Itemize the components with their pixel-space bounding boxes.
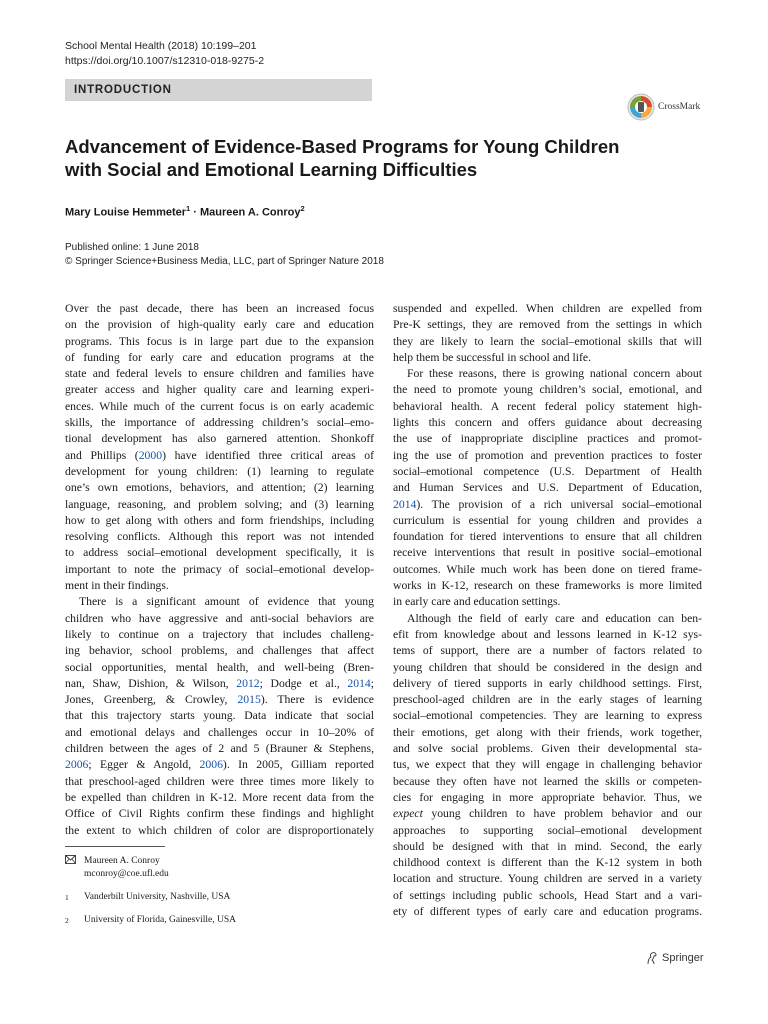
body-text-line: efit from knowledge about and lessons learned in K-12 sys- [393, 627, 702, 641]
affiliation-number: 1 [65, 893, 69, 902]
journal-header [65, 39, 264, 69]
body-text-line: social–emotional competence (U.S. Department of Health [393, 464, 702, 478]
body-text-line: Jones, Greenberg, & Crowley, 2015). There is evidence [65, 693, 374, 707]
publisher-logo [646, 951, 704, 965]
contact-email[interactable]: mconroy@coe.ufl.edu [84, 869, 169, 879]
body-text-line: social–emotional competencies. They are learning to express [393, 709, 702, 723]
body-text-line: 2014). The provision of a rich universal social–emotional [393, 497, 702, 511]
body-text-line: important to note the primacy of social–emotional develop- [65, 562, 374, 576]
body-column-left [65, 301, 374, 839]
author-name[interactable]: Mary Louise Hemmeter [65, 206, 187, 219]
citation-link[interactable]: 2015 [237, 693, 261, 707]
body-text-line: resolving conflicts. Although this report was not intended [65, 530, 374, 544]
body-text-line: because they often have not learned the skills or competen- [393, 774, 702, 788]
body-text-line: Over the past decade, there has been an increased focus [65, 302, 374, 315]
body-text-line: ment in their findings. [65, 579, 169, 593]
body-text-line: tems of support, there are a number of factors related to [393, 644, 702, 658]
body-text-line: and solve social problems. Given their developmental sta- [393, 742, 702, 756]
body-text-line: lights this concern and offers guidance about decreasing [393, 416, 702, 430]
published-date: Published online: 1 June 2018 [65, 242, 199, 253]
article-type-banner [65, 79, 372, 101]
author-separator: · [190, 206, 200, 219]
springer-horse-icon [646, 951, 658, 965]
crossmark-badge[interactable] [627, 92, 705, 122]
copyright-notice: © Springer Science+Business Media, LLC, part of Springer Nature 2018 [65, 256, 384, 267]
body-text-line: and emotional delays and challenges occur in 10–20% of [65, 725, 374, 739]
body-text-line: and Phillips (2000) have identified three critical areas of [65, 448, 374, 462]
citation-link[interactable]: 2014 [393, 497, 417, 511]
affiliation [65, 914, 365, 927]
affiliation [65, 891, 365, 904]
body-text-line: 2006; Egger & Angold, 2006). In 2005, Gilliam reported [65, 758, 374, 772]
body-text-line: on the provision of high-quality early care and education [65, 318, 374, 332]
citation-link[interactable]: 2014 [347, 676, 371, 690]
affiliation-marker: 1 [186, 204, 191, 213]
body-text-line: ing the use of promotion and prevention practices to foster [393, 448, 702, 462]
body-text-line: nan, Shaw, Dishion, & Wilson, 2012; Dodge et al., 2014; [65, 676, 374, 690]
body-text-line: preschool-aged children are in the early stages of learning [393, 693, 702, 707]
author-name[interactable]: Maureen A. Conroy [200, 206, 301, 219]
body-text-line: help them be successful in school and life. [393, 350, 591, 364]
corresponding-author [65, 855, 365, 881]
publisher-name: Springer [662, 952, 704, 964]
body-text-line: of funding for early care and education programs at the [65, 350, 374, 364]
body-text-line: the need to promote young children’s social, emotional, and [393, 383, 702, 397]
citation-link[interactable]: 2006 [199, 758, 223, 772]
body-text-line: curriculum is essential for young children and provides a [393, 513, 702, 527]
crossmark-label: CrossMark [658, 102, 701, 112]
body-text-line: expect young children to have problem behavior and our [393, 807, 702, 821]
body-text-line: For these reasons, there is growing national concern about [407, 367, 702, 381]
body-text-line: tus, we expect that they will engage in challenging behavior [393, 758, 702, 772]
body-text-line: outcomes. While much work has been done on tiered frame- [393, 562, 702, 576]
contact-name: Maureen A. Conroy [84, 856, 160, 866]
article-type-label: INTRODUCTION [74, 84, 172, 96]
body-text-line: works in K-12, research on these frameworks is more limited [393, 579, 702, 593]
body-text-line: tional development has also garnered attention. Shonkoff [65, 432, 374, 446]
body-text-line: of settings including public schools, Head Start and a vari- [393, 888, 702, 902]
affiliation-marker: 2 [300, 204, 305, 213]
body-text-line: likely to continue on a trajectory that includes challeng- [65, 627, 374, 641]
body-text-line: location and structure. Young children are served in a variety [393, 872, 702, 886]
doi-link[interactable]: https://doi.org/10.1007/s12310-018-9275-2 [65, 55, 265, 67]
affiliation-text: Vanderbilt University, Nashville, USA [84, 892, 231, 902]
body-text-line: ing behavior, school problems, and challenges that affect [65, 644, 374, 658]
citation-link[interactable]: 2000 [138, 448, 163, 462]
body-text-line: development for young children: (1) learning to regulate [65, 464, 374, 478]
envelope-icon [65, 855, 84, 881]
body-text-line: the use of inappropriate discipline practices and promot- [393, 432, 702, 446]
journal-citation: School Mental Health (2018) 10:199–201 [65, 40, 257, 52]
body-text-line: suspended and expelled. When children are expelled from [393, 302, 702, 315]
citation-link[interactable]: 2012 [236, 676, 260, 690]
body-text-line: Although the field of early care and education can ben- [407, 611, 702, 625]
body-text-line: that preschool-aged children were three times more likely to [65, 774, 374, 788]
body-text-line: the extent to which children of color are disproportionately [65, 823, 374, 837]
citation-link[interactable]: 2006 [65, 758, 89, 772]
body-text-line: behavioral health. A recent federal policy statement high- [393, 399, 702, 413]
body-column-right [393, 301, 702, 920]
body-text-line: state and federal levels to ensure children and families have [65, 367, 374, 381]
body-text-line: language, reasoning, and problem solving; and (3) learning [65, 497, 374, 511]
body-text-line: should be designed with that in mind. Second, the early [393, 839, 702, 853]
title-line: with Social and Emotional Learning Difficulties [65, 159, 478, 180]
affiliation-text: University of Florida, Gainesville, USA [84, 915, 236, 925]
body-text-line: Office of Civil Rights confirm these findings and highlight [65, 807, 374, 821]
body-text-line: young children that should be considered in the design and [393, 660, 702, 674]
body-text-line: and Human Services and U.S. Department of Education, [393, 481, 702, 495]
footnotes [65, 855, 365, 927]
body-text-line: how to get along with others and form friendships, including [65, 513, 374, 527]
crossmark-icon [627, 93, 655, 121]
body-text-line: foundation for tiered interventions to ensure that all children [393, 530, 702, 544]
footnote-divider [65, 846, 165, 847]
body-text-line: childhood context is different than the K-12 system in both [393, 856, 702, 870]
title-line: Advancement of Evidence-Based Programs for Young Children [65, 136, 620, 157]
body-text-line: to address social–emotional development specifically, it is [65, 546, 374, 560]
body-text-line: children who have aggressive and anti-social behaviors are [65, 611, 374, 625]
body-text-line: their emotions, get along with their friends, work together, [393, 725, 702, 739]
body-text-line: delivery of tiered supports in early childhood settings. First, [393, 676, 702, 690]
affiliation-number: 2 [65, 916, 69, 925]
body-text-line: There is a significant amount of evidence that young [79, 595, 374, 609]
body-text-line: children between the ages of 2 and 5 (Brauner & Stephens, [65, 742, 374, 756]
body-text-line: receive interventions that result in positive social–emotional [393, 546, 702, 560]
body-text-line: ences. While much of the current focus is on early academic [65, 399, 374, 413]
body-text-line: that this trajectory starts young. Data indicate that social [65, 709, 374, 723]
body-text-line: skills, the importance of addressing children’s social–emo- [65, 416, 374, 430]
body-text-line: in early care and education settings. [393, 595, 561, 609]
author-list [65, 204, 305, 219]
body-text-line: be expelled than children in K-12. More recent data from the [65, 790, 374, 804]
body-text-line: social opportunities, mental health, and well-being (Bren- [65, 660, 374, 674]
article-title [65, 135, 625, 181]
publication-info [65, 241, 384, 269]
body-text-line: they are likely to learn the social–emotional skills that will [393, 334, 702, 348]
body-text-line: one’s own emotions, behaviors, and attention; (2) learning [65, 481, 374, 495]
body-text-line: ety of different types of early care and education programs. [393, 904, 702, 918]
body-text-line: programs. This focus is in large part due to the expansion [65, 334, 374, 348]
body-text-line: approaches to supporting social–emotional development [393, 823, 702, 837]
body-text-line: greater access and higher quality care and learning experi- [65, 383, 374, 397]
body-text-line: cies for engaging in more appropriate behavior. Thus, we [393, 790, 702, 804]
body-text-line: Pre-K settings, they are removed from the settings in which [393, 318, 702, 332]
